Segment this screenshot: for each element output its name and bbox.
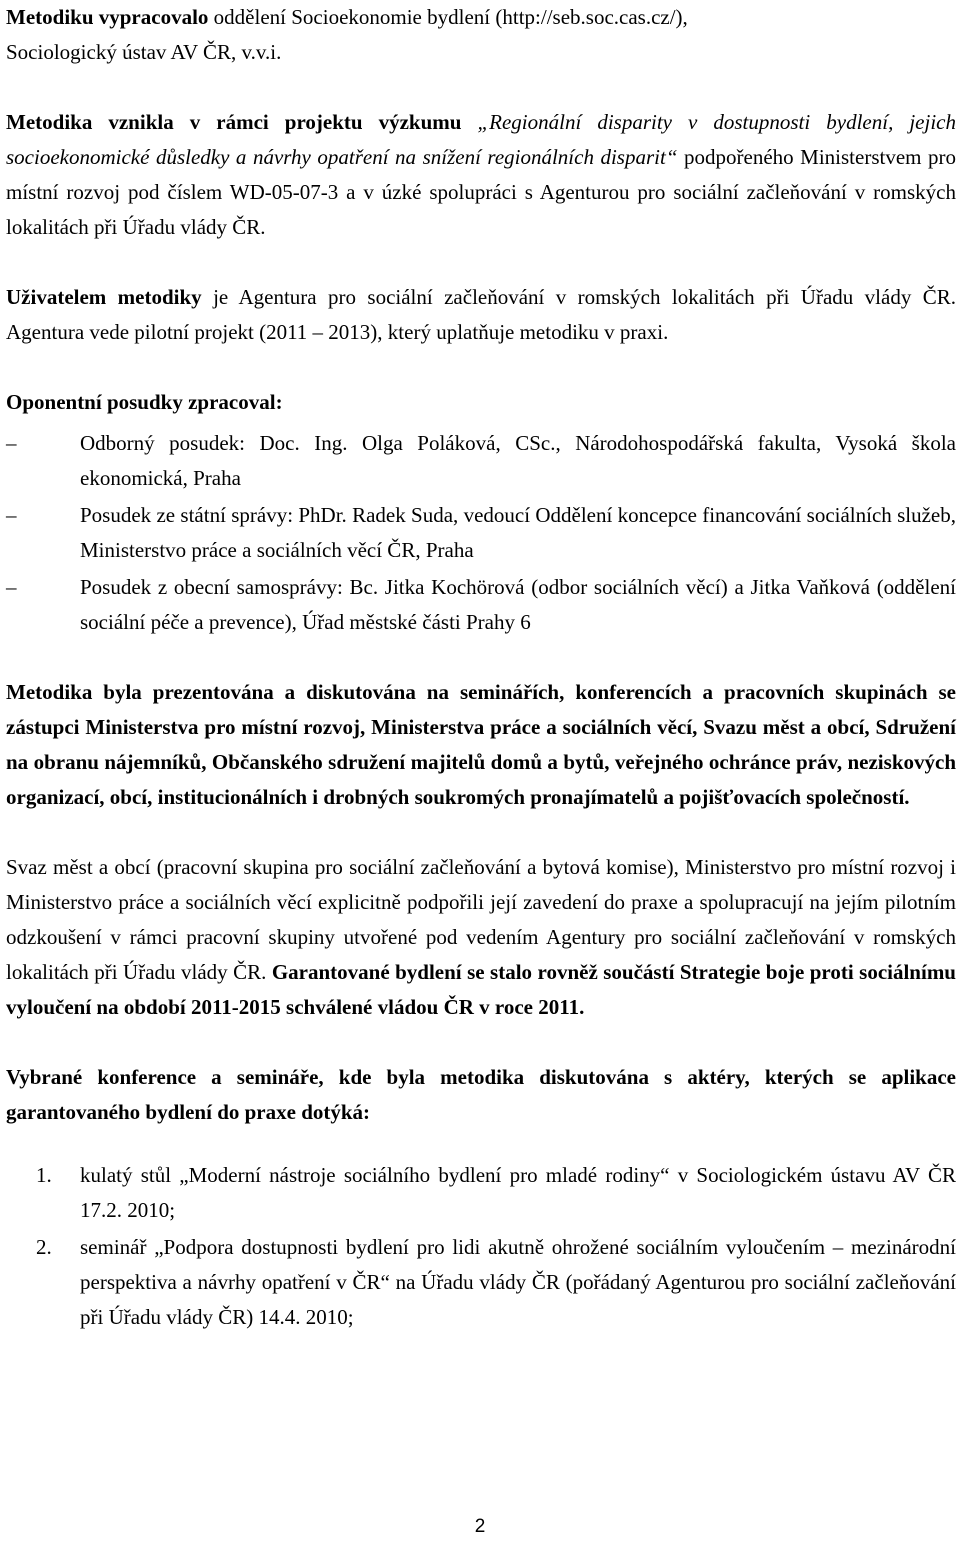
review-text: Odborný posudek: Doc. Ing. Olga Poláková, CSc., Národohospodářská fakulta, Vysoká škola ekonomická, Praha: [80, 431, 956, 490]
dash-marker: –: [6, 575, 17, 599]
list-item: [6, 1158, 956, 1228]
list-number: 2.: [36, 1235, 52, 1259]
support-regular: Svaz měst a obcí (pracovní skupina pro sociální začleňování a bytová komise), Ministerstvo pro místní rozvoj i Ministerstvo práce a sociálních věcí explicitně podpořili její zavedení do praxe a spolupracují na jejím pilotním odzkoušení v rámci pracovní skupiny utvořené pod vedením Agentury pro sociální začleňování v romských lokalitách při Úřadu vlády ČR.: [6, 855, 956, 984]
support-paragraph: [6, 850, 956, 1025]
user-paragraph: [6, 280, 956, 350]
list-number: 1.: [36, 1163, 52, 1187]
list-item: [6, 426, 956, 496]
event-text: kulatý stůl „Moderní nástroje sociálního bydlení pro mladé rodiny“ v Sociologickém ústavu AV ČR 17.2. 2010;: [80, 1163, 956, 1222]
events-heading: Vybrané konference a semináře, kde byla metodika diskutována s aktéry, kterých se aplikace garantovaného bydlení do praxe dotýká:: [6, 1065, 956, 1124]
list-item: [6, 498, 956, 568]
header-bold: Metodiku vypracovalo: [6, 5, 209, 29]
intro-rest: podpořeného Ministerstvem pro místní rozvoj pod číslem WD-05-07-3 a v úzké spolupráci s Agenturou pro sociální začleňování v romských lokalitách při Úřadu vlády ČR.: [6, 145, 956, 239]
header-paragraph: [6, 0, 956, 70]
review-text: Posudek z obecní samosprávy: Bc. Jitka Kochörová (odbor sociálních věcí) a Jitka Vaňková (oddělení sociální péče a prevence), Úřad městské části Prahy 6: [80, 575, 956, 634]
list-item: [6, 570, 956, 640]
header-rest-line1: oddělení Socioekonomie bydlení (http://seb.soc.cas.cz/),: [208, 5, 688, 29]
user-rest: je Agentura pro sociální začleňování v romských lokalitách při Úřadu vlády ČR. Agentura vede pilotní projekt (2011 – 2013), který uplatňuje metodiku v praxi.: [6, 285, 956, 344]
header-rest-line2: Sociologický ústav AV ČR, v.v.i.: [6, 40, 282, 64]
dash-marker: –: [6, 503, 17, 527]
dash-marker: –: [6, 431, 17, 455]
intro-paragraph: [6, 105, 956, 245]
presented-paragraph: Metodika byla prezentována a diskutována na seminářích, konferencích a pracovních skupinách se zástupci Ministerstva pro místní rozvoj, Ministerstva práce a sociálních věcí, Svazu měst a obcí, Sdružení na obranu nájemníků, Občanského sdružení majitelů domů a bytů, veřejného ochránce práv, neziskových organizací, obcí, institucionálních i drobných soukromých pronajímatelů a pojišťovacích společností.: [6, 680, 956, 809]
event-text: seminář „Podpora dostupnosti bydlení pro lidi akutně ohrožené sociálním vyloučením – mezinárodní perspektiva a návrhy opatření v ČR“ na Úřadu vlády ČR (pořádaný Agenturou pro sociální začleňování při Úřadu vlády ČR) 14.4. 2010;: [80, 1235, 956, 1329]
intro-project-title: „Regionální disparity v dostupnosti bydlení, jejich socioekonomické důsledky a návrhy opatření na snížení regionálních disparit“: [6, 110, 956, 169]
intro-bold: Metodika vznikla v rámci projektu výzkumu: [6, 110, 478, 134]
user-bold: Uživatelem metodiky: [6, 285, 202, 309]
support-bold: Garantované bydlení se stalo rovněž součástí Strategie boje proti sociálnímu vyloučení na období 2011-2015 schválené vládou ČR v roce 2011.: [6, 960, 956, 1019]
list-item: [6, 1230, 956, 1335]
page-number: 2: [474, 1516, 486, 1537]
reviews-heading: Oponentní posudky zpracoval:: [6, 390, 283, 414]
events-list: [6, 1158, 956, 1335]
reviews-list: [6, 426, 956, 640]
document-page: [6, 0, 956, 1337]
review-text: Posudek ze státní správy: PhDr. Radek Suda, vedoucí Oddělení koncepce financování sociálních služeb, Ministerstvo práce a sociálních věcí ČR, Praha: [80, 503, 956, 562]
